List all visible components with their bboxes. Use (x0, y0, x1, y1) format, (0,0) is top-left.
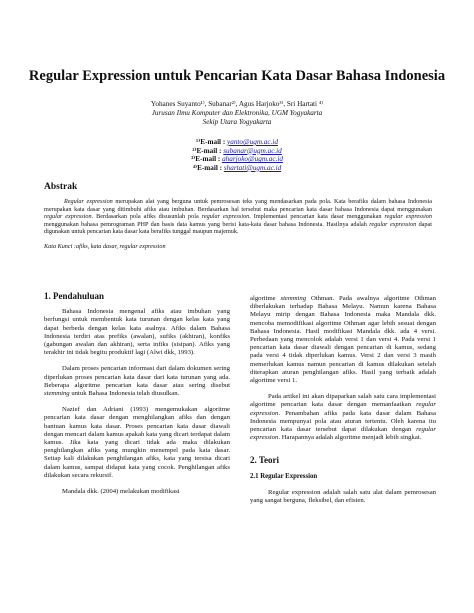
email-link[interactable]: yanto@ugm.ac.id (227, 138, 278, 146)
paragraph: Regular expression adalah salah satu alat dalam pemrosesan yang sangat berguna, fleksibel, dan efisien. (250, 488, 436, 505)
abstract-heading: Abstrak (44, 182, 78, 192)
email-link[interactable]: aharjoko@ugm.ac.id (222, 155, 283, 164)
text-span: Pada artikel ini akan dipaparkan salah satu cara implementasi algoritme pencarian kata dasar dengan memanfaatkan (250, 393, 436, 409)
paragraph: Mandala dkk. (2004) melakukan modifikasi (62, 488, 180, 496)
text-span: Othman. Pada awalnya algoritme Othman diberlakukan terhadap Bahasa Melayu. Namun karena Bahasa Melayu mirip dengan Bahasa Indonesia maka Mandala dkk. mencoba memodifikasi algoritme Othman agar lebih sesuai dengan Bahasa Indonesia. Hasil modifikasi Mandala dkk. ada 4 versi. Perbedaan yang mencolok adalah versi 1 dan versi 4. Pada versi 1 pencarian kata dasar diawali dengan pencarian di kamus, sedang pada versi 4 tidak diperlukan kamus. Versi 2 dan versi 3 masih memerlukan kamus namun pencarian di kamus dilakukan setelah diterapkan aturan penghilangan afiks. Hasil yang terbaik adalah algoritme versi 1. (250, 295, 436, 385)
emphasis: regular expression (250, 401, 436, 417)
email-row (0, 138, 474, 147)
abstract-span: dapat digunakan untuk pencarian kata dasar kata berafiks tunggal maupun majemuk. (44, 220, 432, 236)
email-row (0, 147, 474, 156)
paper-title: Regular Expression untuk Pencarian Kata Dasar Bahasa Indonesia (28, 68, 446, 84)
email-row (0, 155, 474, 164)
abstract-span: . Implementasi pencarian kata dasar menggunakan (249, 213, 385, 221)
affiliation-line-1: Jurusan Ilmu Komputer dan Elektronika, UGM Yogyakarta (151, 109, 323, 118)
paragraph (44, 365, 230, 398)
abstract-text (44, 198, 432, 236)
email-label: ⁴⁾E-mail : (192, 163, 224, 172)
text-span: untuk Bahasa Indonesia telah diusulkan. (69, 390, 180, 398)
text-span: Dalam proses pencarian informasi dari dalam dokumen sering diperlukan proses pencarian kata dasar dari kata turunan yang ada. Beberapa algoritme pencarian kata dasar atau sering disebut (44, 365, 230, 389)
abstract-span: merupakan alat yang berguna untuk pemrosesan teks yang mendasarkan pada pola. Kata berafiks dalam bahasa Indonesia merupakan kata dasar yang ditimbuhi afiks atau imbuhan. Berdasarkan hal tersebut maka pencarian kata dasar bahasa Indonesia dapat menggunakan (44, 198, 432, 213)
emphasis: stemming (280, 295, 307, 302)
email-label: ²⁾E-mail : (192, 146, 224, 155)
paragraph: Nazief dan Adriani (1993) mengemukakan algoritme pencarian kata dasar dengan menghilangkan afiks dan dengan bantuan kamus kata dasar. Proses pencarian kata dasar diawali dengan mencari dalam kamus apakah kata yang dicari terdapat dalam kamus. Jika kata yang dicari tidak ada maka dilakukan penghilangkan afiks yang mungkin menempel pada kata dasar. Setiap kali dilakukan penghilangan afiks, kata yang tersisa dicari dalam kamus, sampai didapat kata yang cocok. Penghilangan afiks dilakukan secara rekursif. (44, 406, 230, 479)
abstract-emphasis: regular expression (384, 213, 432, 221)
affiliation-line-2: Sekip Utara Yogyakarta (202, 118, 272, 127)
paragraph (250, 295, 436, 385)
left-column (44, 292, 230, 504)
author-block (0, 100, 474, 128)
email-label: ¹⁾E-mail : (196, 138, 228, 146)
section-heading-theory: 2. Teori (250, 455, 280, 466)
right-column (250, 295, 436, 513)
paragraph: Bahasa Indonesia mengenal afiks atau imbuhan yang berfungsi untuk membentuk kata turunan dengan kelas kata yang dapat berbeda dengan kelas kata asalnya. Afiks dalam Bahasa Indonesia terdiri atas prefiks (awalan), sufiks (akhiran), konfiks (gabungan awalan dan akhiran), serta infiks (sisipan). Afiks yang terakhir ini tidak begitu produktif lagi (Alwi dkk, 1993). (44, 308, 230, 357)
abstract-span: . Berdasarkan pola afiks disusunlah pola (91, 213, 202, 221)
emphasis: stemming (44, 390, 70, 398)
paragraph (250, 393, 436, 442)
email-link[interactable]: shartati@ugm.ac.id (223, 163, 282, 172)
author-names: Yohanes Suyanto¹⁾, Subanar²⁾, Agus Harjoko³⁾, Sri Hartati ⁴⁾ (150, 100, 324, 108)
text-span: algoritme (250, 295, 281, 302)
email-row (0, 164, 474, 173)
section-heading-introduction: 1. Pendahuluan (44, 291, 105, 301)
abstract-emphasis: Regular expression (64, 198, 113, 205)
keywords-line: Kata Kunci :afiks, kata dasar, regular expression (44, 243, 166, 250)
abstract-span: menggunakan bahasa pemrograman PHP dan basis data kamus yang berisi kata-kata dasar bahasa Indonesia. Hasilnya adalah (44, 220, 370, 228)
abstract-emphasis: regular expression (369, 220, 417, 228)
abstract-emphasis: regular expression (201, 213, 250, 221)
emphasis: regular expression (250, 426, 436, 442)
email-label: ³⁾E-mail : (191, 155, 223, 164)
email-link[interactable]: subanar@ugm.ac.id (223, 146, 282, 155)
email-list (0, 138, 474, 172)
subsection-heading: 2.1 Regular Expression (250, 472, 318, 480)
text-span: . Penambahan afiks pada kata dasar dalam Bahasa Indonesia mempunyai pola atau aturan tertentu. Oleh karena itu pencarian kata dasar tersebut dapat dilakukan dengan (250, 409, 436, 434)
abstract-emphasis: regular expression (44, 213, 92, 221)
text-span: . Harapannya adalah algoritme menjadi lebih singkat. (278, 434, 422, 442)
